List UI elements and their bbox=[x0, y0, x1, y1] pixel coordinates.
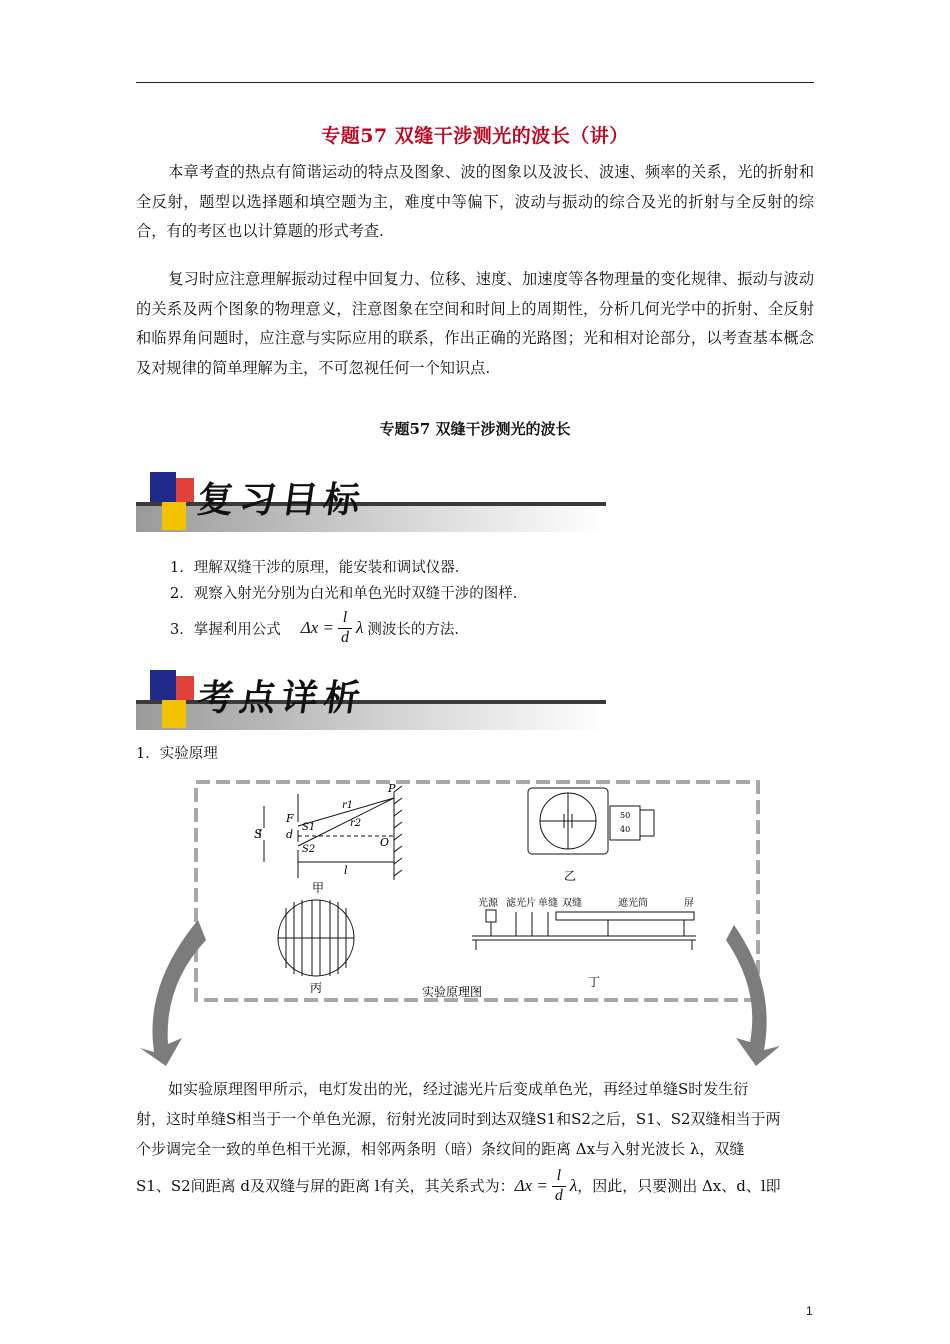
label-jia: 甲 bbox=[312, 881, 325, 895]
goal-3-suffix: 测波长的方法. bbox=[367, 621, 459, 638]
intro-paragraph-2 bbox=[136, 265, 814, 383]
scale-40: 40 bbox=[620, 825, 631, 834]
label-bing: 丙 bbox=[310, 981, 323, 995]
formula-den: d bbox=[340, 628, 349, 646]
goal-3 bbox=[170, 610, 459, 647]
diagram-jia bbox=[260, 786, 402, 880]
label-S1: S1 bbox=[302, 822, 316, 833]
label-r2: r2 bbox=[350, 818, 362, 829]
body-line-3: 个步调完全一致的单色相干光源，相邻两条明（暗）条纹间的距离 Δx与入射光波长 λ，双缝 bbox=[136, 1140, 745, 1158]
formula-rhs: λ bbox=[355, 618, 364, 638]
body-formula-num: l bbox=[556, 1167, 562, 1184]
body-line-4 bbox=[136, 1168, 814, 1205]
body-line-4-prefix: S1、S2间距离 d及双缝与屏的距离 l有关，其关系式为： bbox=[136, 1177, 515, 1196]
body-formula-lhs: Δx = bbox=[514, 1176, 548, 1196]
diagram-bing bbox=[278, 900, 354, 976]
intro-text-2: 复习时应注意理解振动过程中回复力、位移、速度、加速度等各物理量的变化规律、振动与波动的关系及两个图象的物理意义，注意图象在空间和时间上的周期性，分析几何光学中的折射、全反射和临界角问题时，应注意与实际应用的联系，作出正确的光路图；光和相对论部分，以考查基本概念及对规律的简单理解为主，不可忽视任何一个知识点. bbox=[136, 270, 814, 377]
diagram-ding bbox=[472, 910, 696, 950]
body-formula-rhs: λ bbox=[569, 1176, 578, 1196]
label-d: d bbox=[286, 828, 294, 841]
label-P: P bbox=[388, 782, 396, 795]
intro-text-1: 本章考查的热点有简谐运动的特点及图象、波的图象以及波长、波速、频率的关系，光的折射和全反射，题型以选择题和填空题为主，难度中等偏下，波动与振动的综合及光的折射与全反射的综合，有的考区也以计算题的形式考查. bbox=[136, 163, 814, 240]
label-r1: r1 bbox=[342, 800, 354, 811]
formula-num: l bbox=[342, 609, 348, 626]
formula-fraction bbox=[338, 610, 352, 647]
goal-1: 1．理解双缝干涉的原理，能安装和调试仪器. bbox=[170, 560, 460, 576]
body-line-2: 射，这时单缝S相当于一个单色光源，衍射光波同时到达双缝S1和S2之后，S1、S2双缝相当于两 bbox=[136, 1110, 781, 1128]
page-number: 1 bbox=[806, 1304, 813, 1318]
bench-double-slit: 双缝 bbox=[562, 898, 582, 909]
label-F: F bbox=[286, 812, 294, 825]
goal-3-prefix: 3．掌握利用公式 bbox=[170, 621, 281, 638]
scale-50: 50 bbox=[620, 811, 631, 820]
experiment-figure bbox=[136, 770, 816, 1070]
bench-tube: 遮光筒 bbox=[618, 898, 648, 909]
formula-lhs: Δx = bbox=[300, 618, 334, 638]
figure-graphic bbox=[136, 770, 816, 1070]
header-rule bbox=[136, 82, 814, 83]
figure-caption: 实验原理图 bbox=[422, 985, 483, 999]
formula-delta-x bbox=[301, 610, 364, 647]
label-ding: 丁 bbox=[588, 975, 601, 989]
banner-title: 复习目标 bbox=[194, 479, 369, 521]
bench-screen: 屏 bbox=[684, 898, 694, 909]
body-line-1: 如实验原理图甲所示，电灯发出的光，经过滤光片后变成单色光，再经过单缝S时发生衍 bbox=[168, 1080, 749, 1098]
body-formula-den: d bbox=[554, 1186, 563, 1204]
bench-light-source: 光源 bbox=[478, 898, 498, 909]
body-line-4-suffix: ，因此，只要测出 Δx、d、l即 bbox=[577, 1177, 781, 1196]
label-S2: S2 bbox=[302, 844, 316, 855]
label-S: S bbox=[254, 827, 263, 841]
banner-title-2: 考点详析 bbox=[194, 677, 369, 719]
page-title: 专题57 双缝干涉测光的波长（讲） bbox=[321, 125, 629, 147]
body-paragraph bbox=[136, 1074, 814, 1205]
banner-review-goals bbox=[136, 466, 606, 536]
goal-2: 2．观察入射光分别为白光和单色光时双缝干涉的图样. bbox=[170, 586, 518, 602]
section-heading: 1．实验原理 bbox=[136, 746, 218, 762]
bench-single-slit: 单缝 bbox=[538, 898, 558, 909]
intro-paragraph-1 bbox=[136, 158, 814, 247]
body-formula-fraction bbox=[552, 1168, 566, 1205]
label-O: O bbox=[380, 836, 390, 849]
bench-filter: 滤光片 bbox=[506, 898, 536, 909]
banner-key-points bbox=[136, 664, 606, 734]
label-l: l bbox=[344, 864, 348, 877]
label-yi: 乙 bbox=[564, 869, 577, 883]
body-formula bbox=[515, 1168, 578, 1205]
diagram-yi bbox=[528, 788, 654, 854]
section-subtitle: 专题57 双缝干涉测光的波长 bbox=[379, 420, 571, 438]
